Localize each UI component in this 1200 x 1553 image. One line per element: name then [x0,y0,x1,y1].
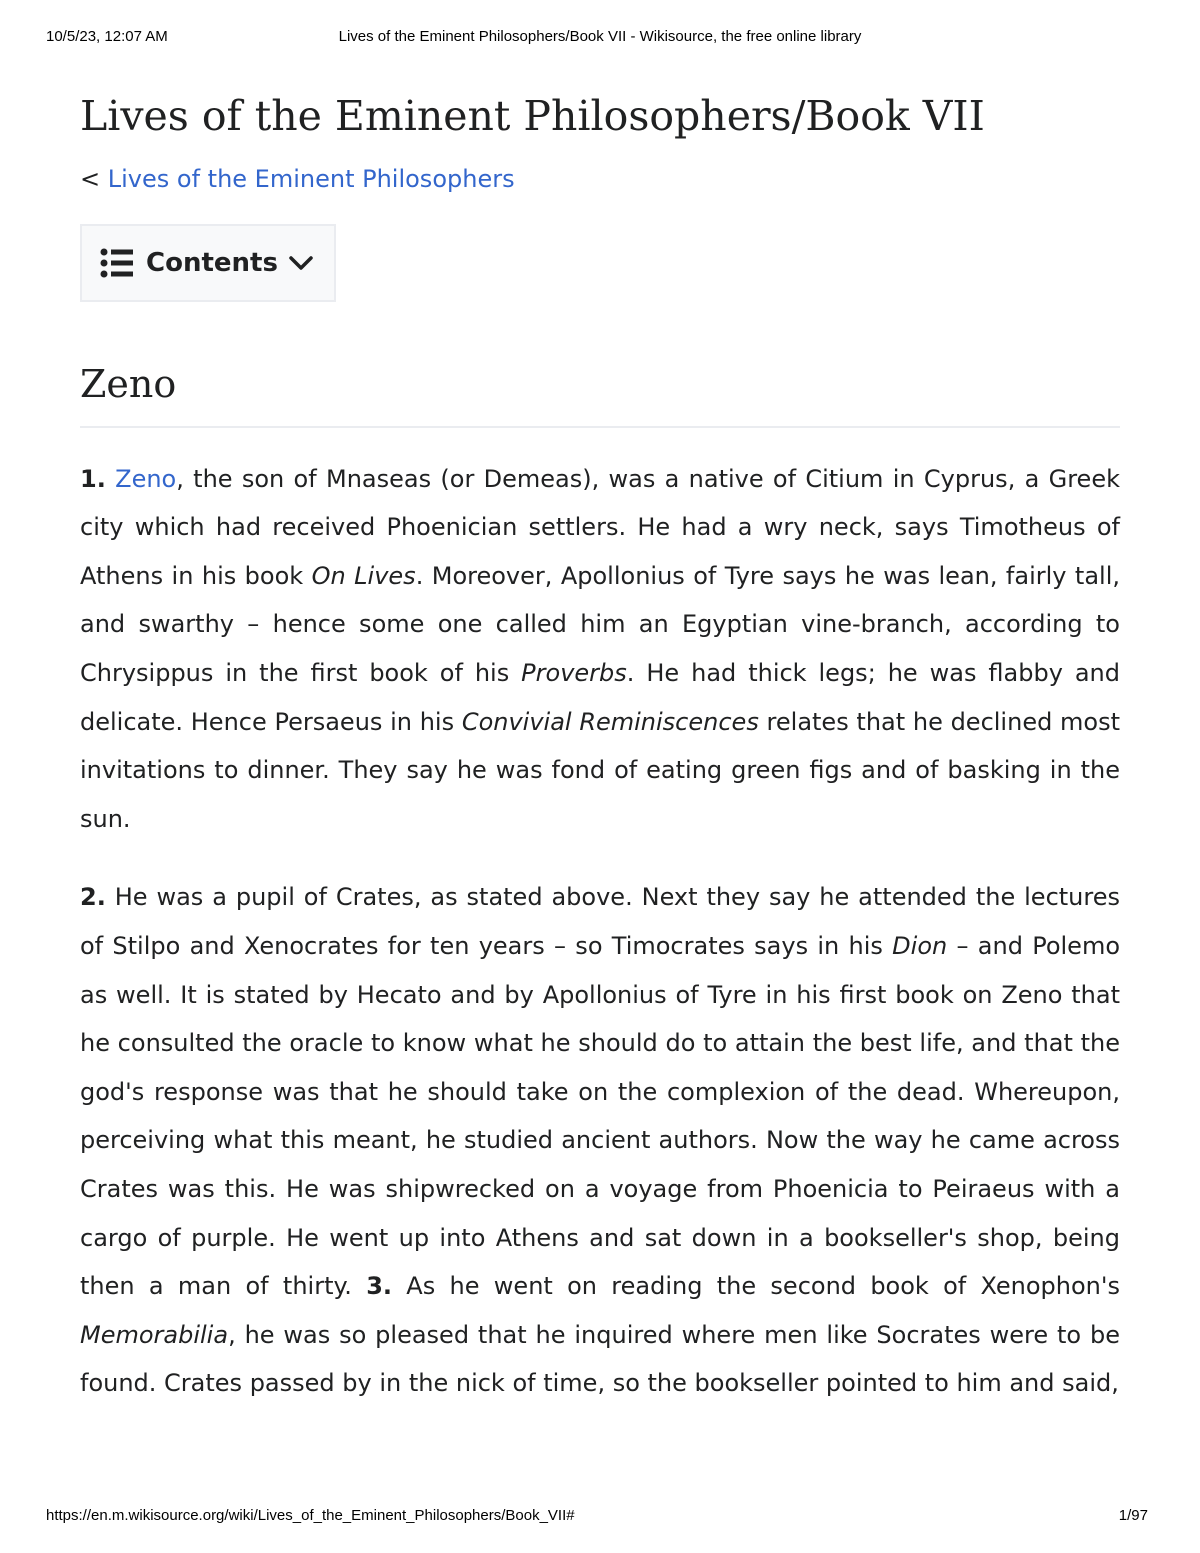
book-title: Proverbs [521,659,627,688]
text-run: . Moreover, Apollonius of Tyre says he was lean, fairly tall, and swarthy – hence some one called him an Egyptian vine-branch, according to Chrysippus in the first book of his [80,561,1121,688]
section-number: 2. [80,883,106,912]
text-run: As he went on reading the second book of Xenophon's [392,1272,1120,1301]
print-url: https://en.m.wikisource.org/wiki/Lives_of_the_Eminent_Philosophers/Book_VII# [46,1507,575,1524]
contents-toggle-button[interactable] [80,224,336,302]
book-title: Convivial Reminiscences [461,707,759,736]
book-title: On Lives [311,561,416,590]
list-icon [100,248,134,278]
chevron-down-icon [288,254,314,272]
print-date: 10/5/23, 12:07 AM [46,28,168,45]
book-title: Dion [892,932,948,961]
contents-label: Contents [146,248,278,279]
paragraph-1 [80,455,1120,844]
section-number: 1. [80,464,106,493]
text-run: , the son of Mnaseas (or Demeas), was a native of Citium in Cyprus, a Greek city which had received Phoenician settlers. He had a wry neck, says Timotheus of Athens in his book [80,464,1120,590]
text-run: . He had thick legs; he was flabby and delicate. Hence Persaeus in his [80,659,1121,736]
text-run: , he was so pleased that he inquired where men like Socrates were to be found. Crates passed by in the nick of time, so the bookseller pointed to him and said, [80,1320,1120,1398]
paragraph-2 [80,873,1120,1408]
section-number: 3. [366,1272,393,1301]
print-title: Lives of the Eminent Philosophers/Book VII - Wikisource, the free online library [338,28,862,45]
zeno-link[interactable]: Zeno [115,464,177,493]
breadcrumb [80,165,1120,193]
page-content [80,90,1120,1408]
parent-work-link[interactable]: Lives of the Eminent Philosophers [107,165,515,194]
page-title: Lives of the Eminent Philosophers/Book VII [80,92,985,140]
page-number: 1/97 [1118,1507,1148,1524]
text-run: He was a pupil of Crates, as stated above. Next they say he attended the lectures of Stilpo and Xenocrates for ten years – so Timocrates says in his [80,883,1120,961]
text-run: – and Polemo as well. It is stated by Hecato and by Apollonius of Tyre in his first book on Zeno that he consulted the oracle to know what he should do to attain the best life, and that the god's response was that he should take on the complexion of the dead. Whereupon, perceiving what this meant, he studied ancient authors. Now the way he came across Crates was this. He was shipwrecked on a voyage from Phoenicia to Peiraeus with a cargo of purple. He went up into Athens and sat down in a bookseller's shop, being then a man of thirty. [80,932,1120,1301]
section-heading: Zeno [80,360,1120,427]
text-run: relates that he declined most invitations to dinner. They say he was fond of eating green figs and of basking in the sun. [80,707,1121,833]
breadcrumb-prefix: < [80,165,108,194]
book-title: Memorabilia [80,1320,229,1349]
